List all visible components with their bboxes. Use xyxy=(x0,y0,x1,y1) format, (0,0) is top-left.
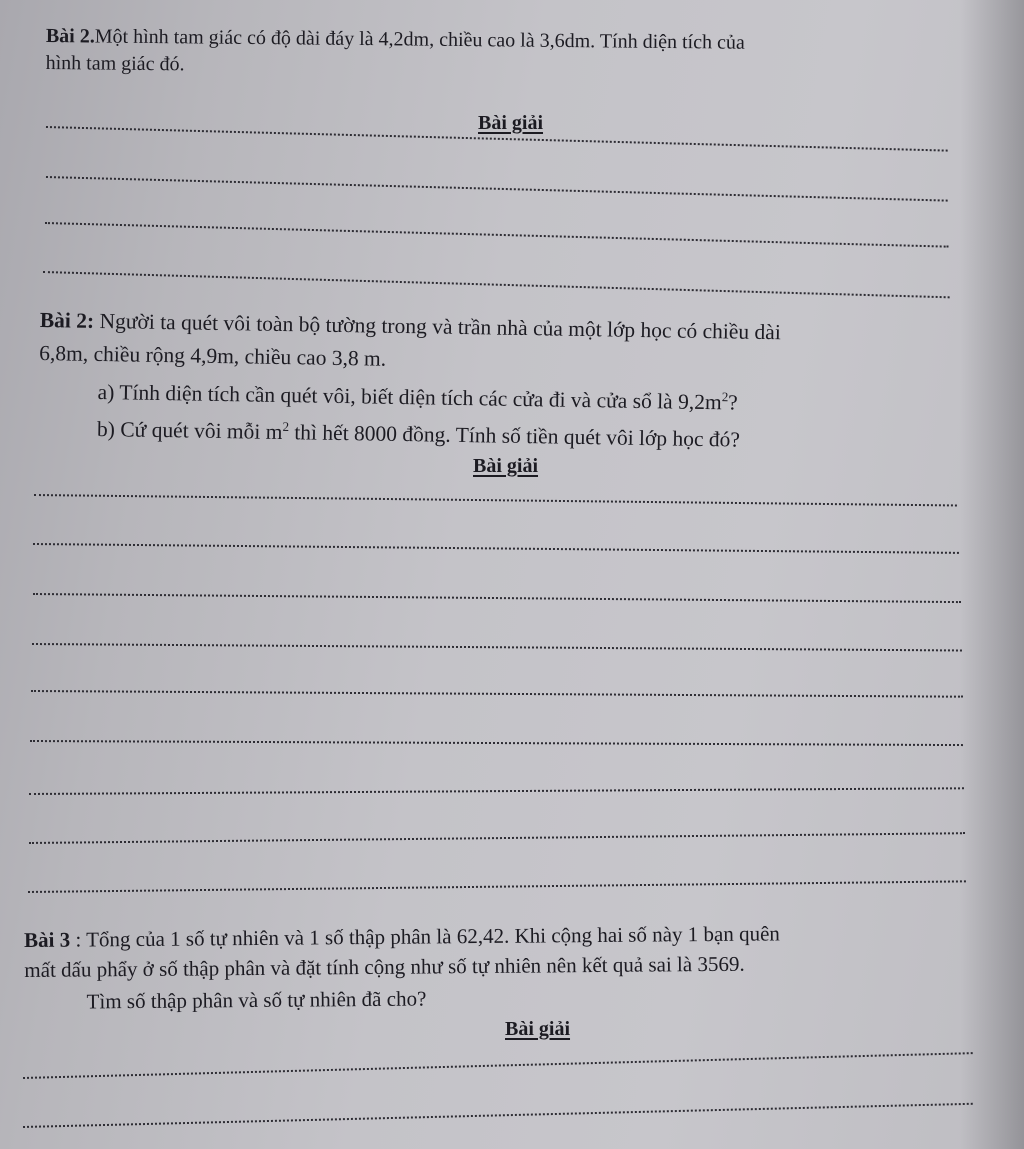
problem-2-part-a xyxy=(97,379,738,415)
answer-line xyxy=(23,1103,973,1128)
answer-line xyxy=(28,880,966,893)
problem-1-text-1: Một hình tam giác có độ dài đáy là 4,2dm, chiều cao là 3,6dm. Tính diện tích của xyxy=(94,25,745,54)
answer-line xyxy=(31,690,963,698)
problem-2-label: Bài 2: xyxy=(39,308,95,333)
answer-line xyxy=(45,222,949,248)
problem-1 xyxy=(45,25,996,76)
problem-2-text-1: Người ta quét vôi toàn bộ tường trong và trần nhà của một lớp học có chiều dài xyxy=(93,308,782,345)
squared-superscript: 2 xyxy=(721,389,729,405)
problem-2-line-2: 6,8m, chiều rộng 4,9m, chiều cao 3,8 m. xyxy=(39,340,387,371)
answer-line xyxy=(32,643,962,651)
problem-2-part-a-text: a) Tính diện tích cần quét vôi, biết diện tích các cửa đi và cửa sổ là 9,2m xyxy=(97,379,722,415)
problem-1-label: Bài 2. xyxy=(45,25,95,48)
answer-line xyxy=(23,1052,973,1079)
answer-line xyxy=(29,787,964,795)
problem-2-line-1 xyxy=(40,310,781,344)
answer-line xyxy=(46,176,948,202)
problem-2 xyxy=(39,308,990,452)
problem-3-solution-heading: Bài giải xyxy=(505,1018,571,1040)
problem-2-part-a-end: ? xyxy=(727,390,738,415)
answer-line xyxy=(33,593,961,603)
problem-1-line-2: hình tam giác đó. xyxy=(45,51,185,76)
problem-2-part-b-end: thì hết 8000 đồng. Tính số tiền quét vôi lớp học đó? xyxy=(288,420,741,452)
answer-line xyxy=(34,494,957,506)
problem-3-text-1: : Tổng của 1 số tự nhiên và 1 số thập phân là 62,42. Khi cộng hai số này 1 bạn quên xyxy=(70,921,780,952)
problem-3 xyxy=(23,921,974,1014)
problem-1-solution-heading: Bài giải xyxy=(478,112,544,134)
problem-3-line-1 xyxy=(24,923,780,951)
problem-3-line-3: Tìm số thập phân và số tự nhiên đã cho? xyxy=(86,986,427,1014)
problem-2-part-b-text: b) Cứ quét vôi mỗi m xyxy=(96,416,283,445)
problem-2-part-b xyxy=(96,416,741,452)
answer-line xyxy=(29,832,965,844)
problem-3-line-2: mất dấu phẩy ở số thập phân và đặt tính cộng như số tự nhiên nên kết quả sai là 3569. xyxy=(24,951,745,982)
problem-2-solution-heading: Bài giải xyxy=(473,455,539,477)
answer-line xyxy=(43,271,950,298)
problem-3-label: Bài 3 xyxy=(23,927,71,952)
squared-superscript: 2 xyxy=(282,418,290,434)
answer-line xyxy=(33,543,959,554)
answer-line xyxy=(30,740,963,746)
problem-1-line-1 xyxy=(46,26,745,53)
